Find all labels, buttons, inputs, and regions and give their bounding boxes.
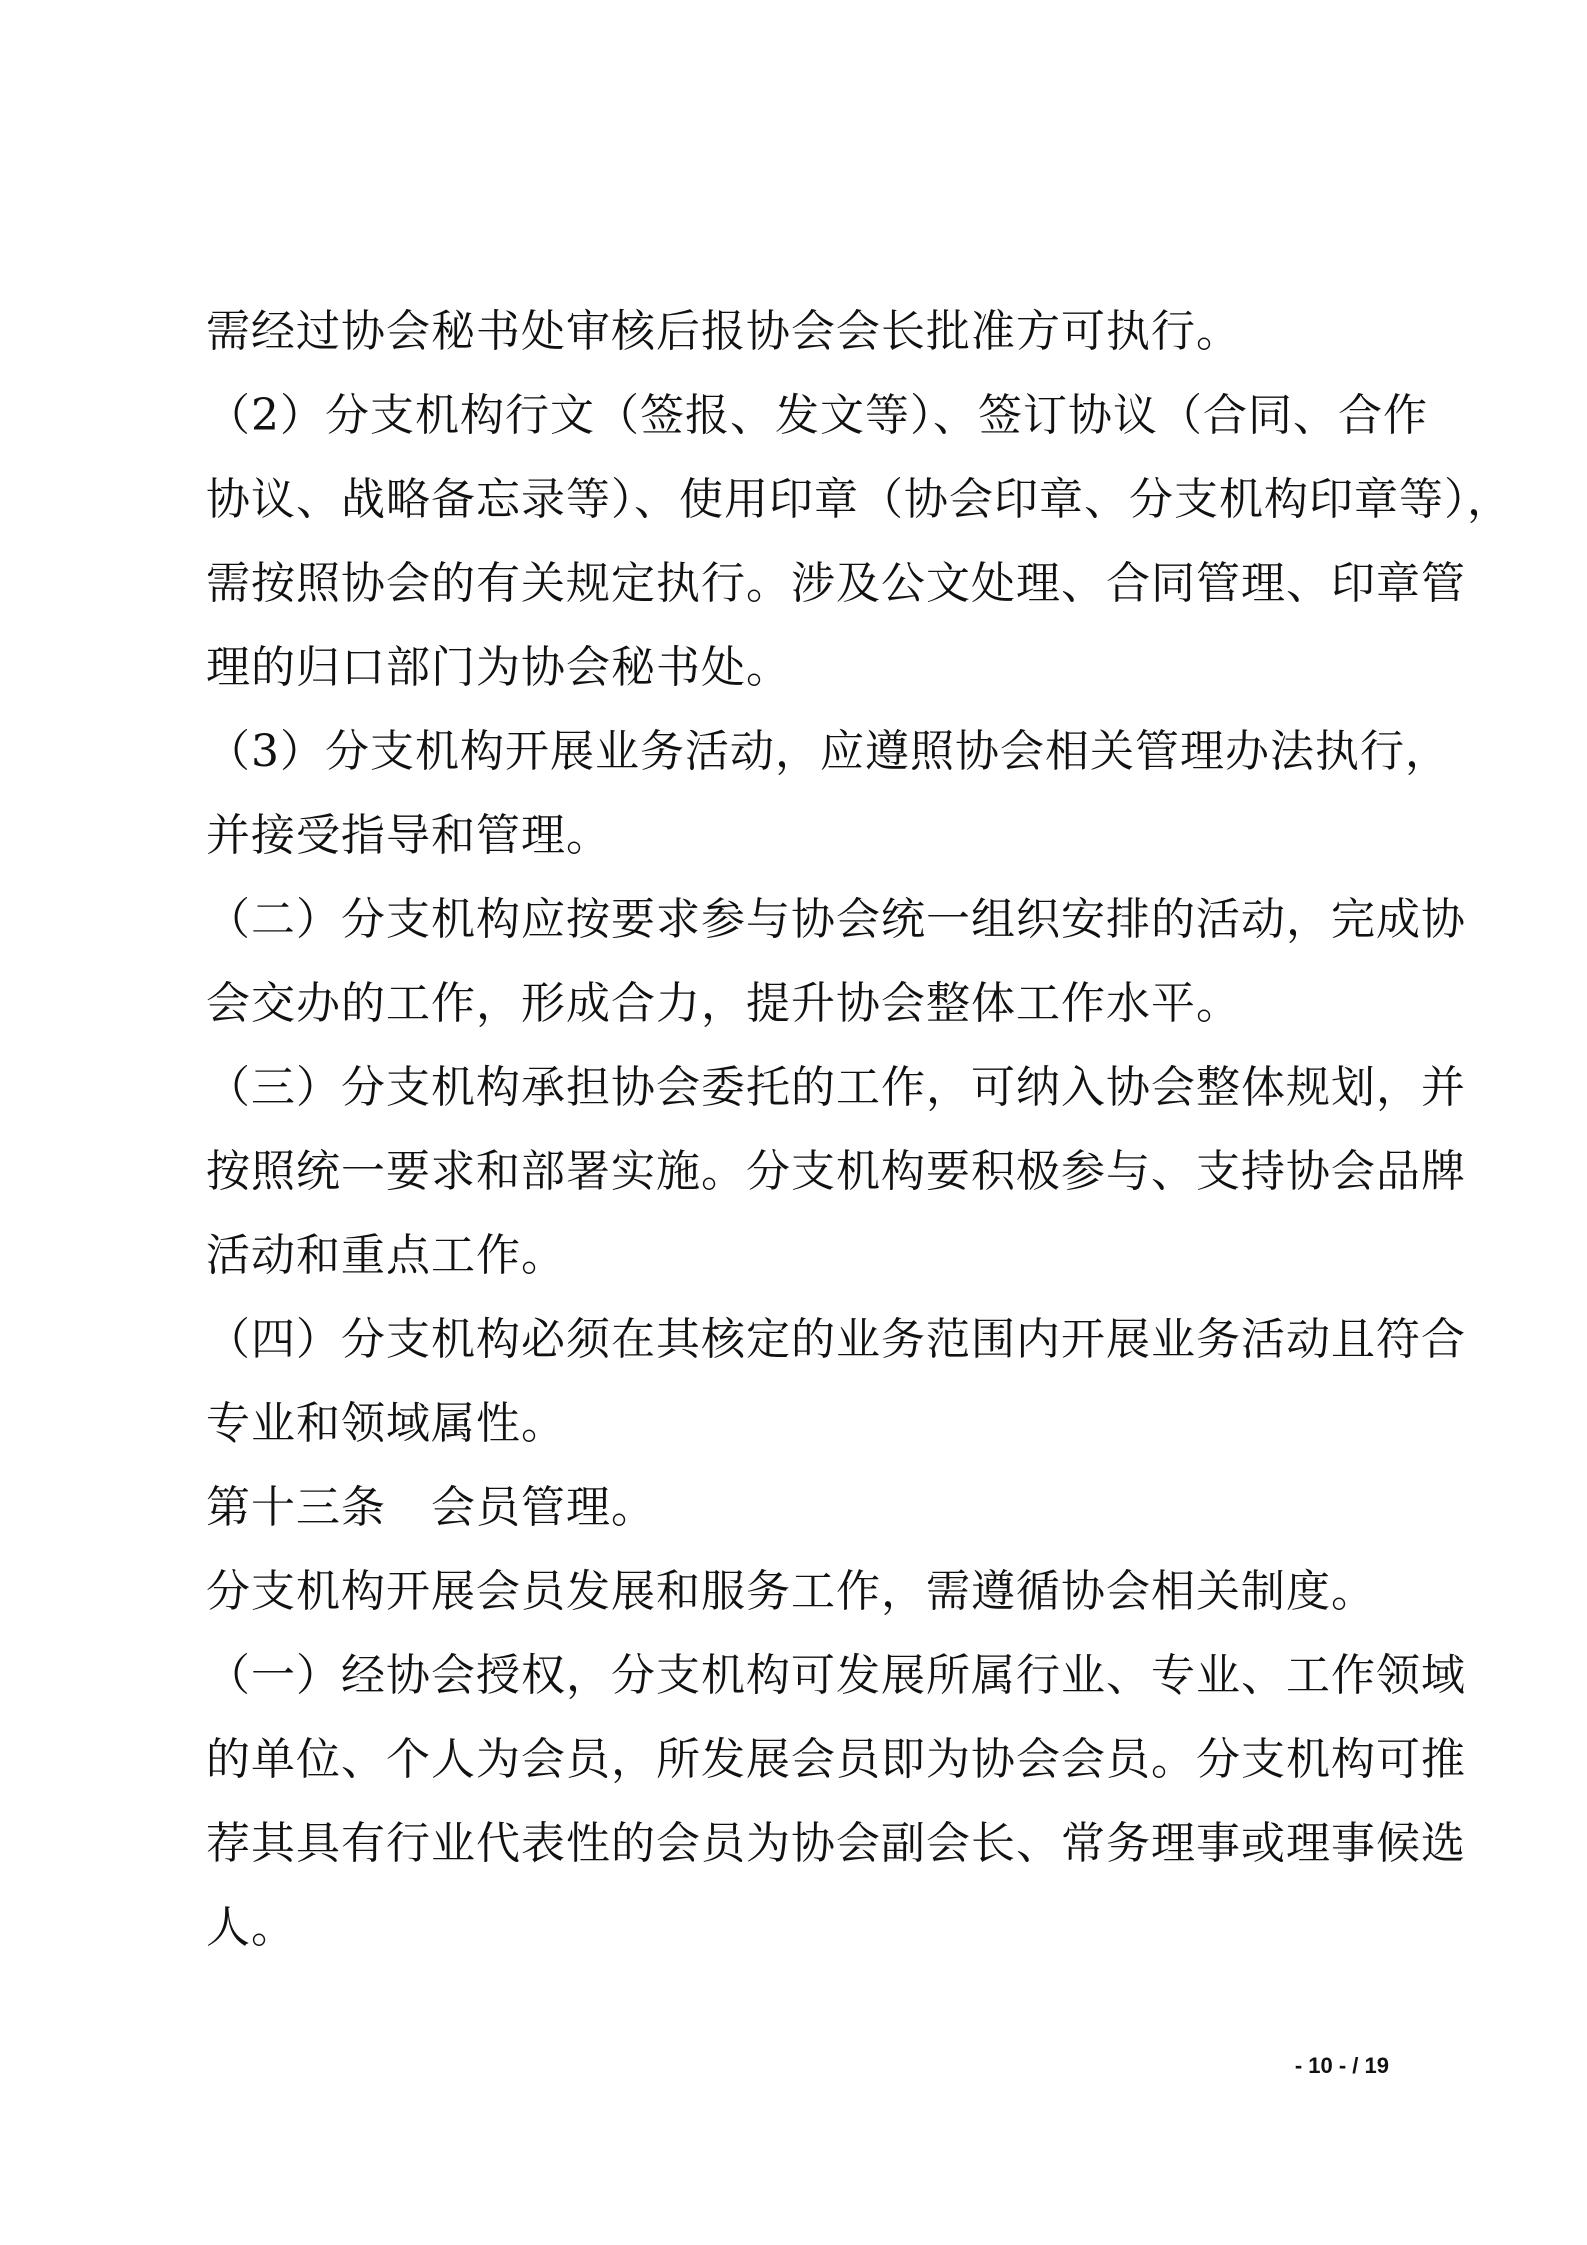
text-line: 需经过协会秘书处审核后报协会会长批准方可执行。 (206, 306, 1241, 357)
text-line: 协议、战略备忘录等）、使用印章（协会印章、分支机构印章等）， (206, 474, 1512, 525)
text-line: 理的归口部门为协会秘书处。 (206, 642, 791, 693)
text-line: （三）分支机构承担协会委托的工作，可纳入协会整体规划，并 (206, 1062, 1466, 1113)
document-body (206, 290, 1512, 1970)
text-line: （2）分支机构行文（签报、发文等）、签订协议（合同、合作 (206, 390, 1428, 441)
text-line: 专业和领域属性。 (206, 1398, 566, 1449)
text-line: 荐其具有行业代表性的会员为协会副会长、常务理事或理事候选 (206, 1818, 1466, 1869)
text-line: （一）经协会授权，分支机构可发展所属行业、专业、工作领域 (206, 1650, 1466, 1701)
text-line: 的单位、个人为会员，所发展会员即为协会会员。分支机构可推 (206, 1734, 1466, 1785)
text-line: 并接受指导和管理。 (206, 810, 611, 861)
text-line: （二）分支机构应按要求参与协会统一组织安排的活动，完成协 (206, 894, 1466, 945)
text-line: 按照统一要求和部署实施。分支机构要积极参与、支持协会品牌 (206, 1146, 1466, 1197)
text-line: （四）分支机构必须在其核定的业务范围内开展业务活动且符合 (206, 1314, 1466, 1365)
text-line: 活动和重点工作。 (206, 1230, 566, 1281)
text-line: （3）分支机构开展业务活动，应遵照协会相关管理办法执行， (206, 726, 1450, 777)
text-line: 会交办的工作，形成合力，提升协会整体工作水平。 (206, 978, 1241, 1029)
text-line: 分支机构开展会员发展和服务工作，需遵循协会相关制度。 (206, 1566, 1376, 1617)
text-line: 人。 (206, 1902, 296, 1953)
text-line: 需按照协会的有关规定执行。涉及公文处理、合同管理、印章管 (206, 558, 1466, 609)
page-number: - 10 - / 19 (1294, 2053, 1389, 2078)
article-heading: 第十三条 会员管理。 (206, 1482, 656, 1533)
